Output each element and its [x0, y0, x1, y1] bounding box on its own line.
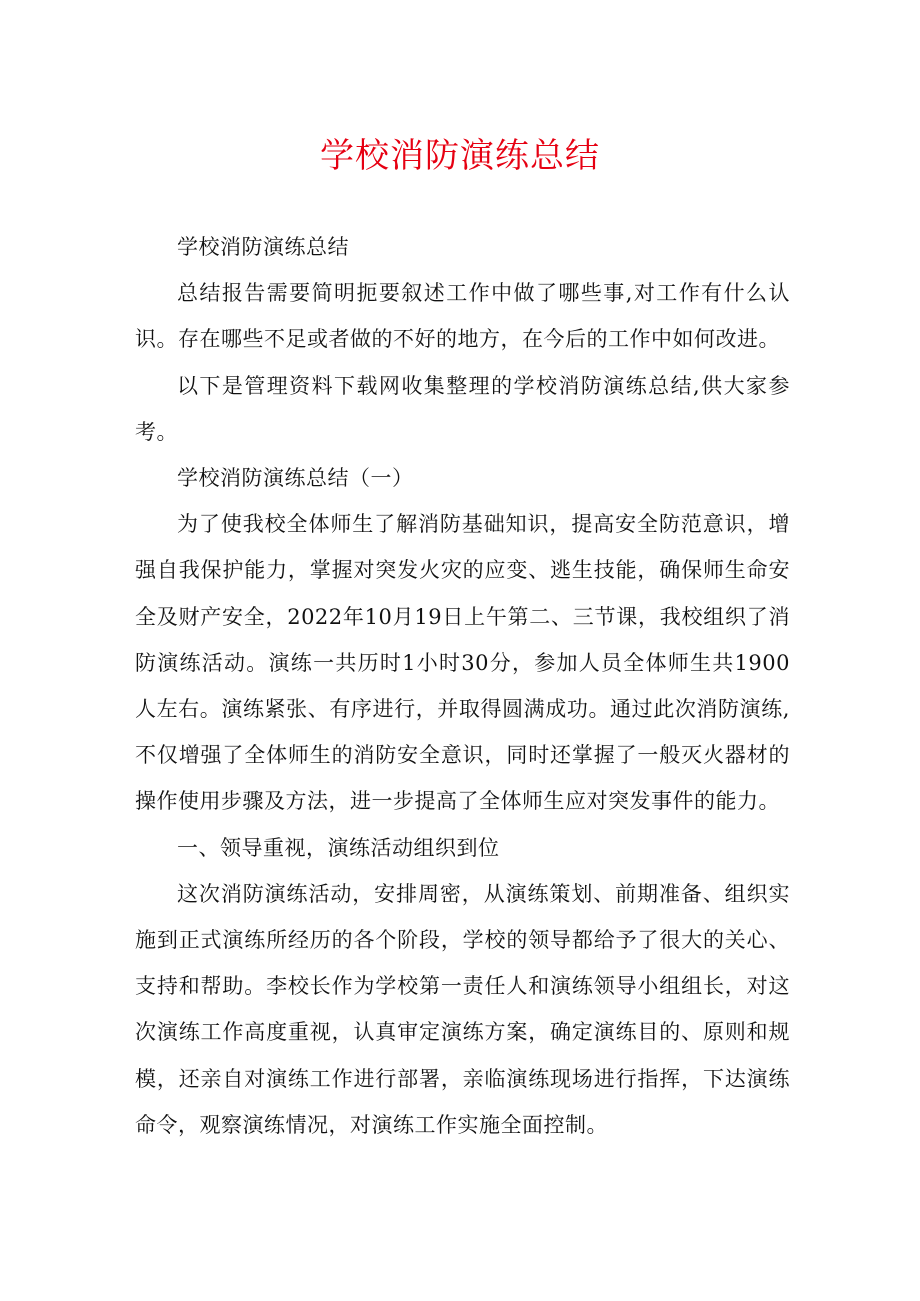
- paragraph-drill-overview: 为了使我校全体师生了解消防基础知识，提高安全防范意识，增强自我保护能力，掌握对突发火灾的应变、逃生技能，确保师生命安全及财产安全，2022年10月19日上午第二、三节课，我校组织了消防演练活动。演练一共历时1小时30分，参加人员全体师生共1900人左右。演练紧张、有序进行，并取得圆满成功。通过此次消防演练,不仅增强了全体师生的消防安全意识，同时还掌握了一般灭火器材的操作使用步骤及方法，进一步提高了全体师生应对突发事件的能力。: [135, 512, 790, 814]
- paragraph-source-note: 以下是管理资料下载网收集整理的学校消防演练总结,供大家参考。: [135, 373, 790, 444]
- paragraph-subtitle: 学校消防演练总结: [177, 235, 349, 259]
- document-title: 学校消防演练总结: [320, 136, 600, 176]
- document-body: [135, 224, 790, 1148]
- section-heading-leadership: 一、领导重视，演练活动组织到位: [177, 835, 500, 860]
- paragraph-leadership-detail: 这次消防演练活动，安排周密，从演练策划、前期准备、组织实施到正式演练所经历的各个阶段，学校的领导都给予了很大的关心、支持和帮助。李校长作为学校第一责任人和演练领导小组组长，对这次演练工作高度重视，认真审定演练方案，确定演练目的、原则和规模，还亲自对演练工作进行部署，亲临演练现场进行指挥，下达演练命令，观察演练情况，对演练工作实施全面控制。: [135, 881, 790, 1137]
- section-heading-part-one: 学校消防演练总结（一）: [177, 466, 414, 491]
- paragraph-intro: 总结报告需要简明扼要叙述工作中做了哪些事,对工作有什么认识。存在哪些不足或者做的不好的地方，在今后的工作中如何改进。: [135, 281, 790, 352]
